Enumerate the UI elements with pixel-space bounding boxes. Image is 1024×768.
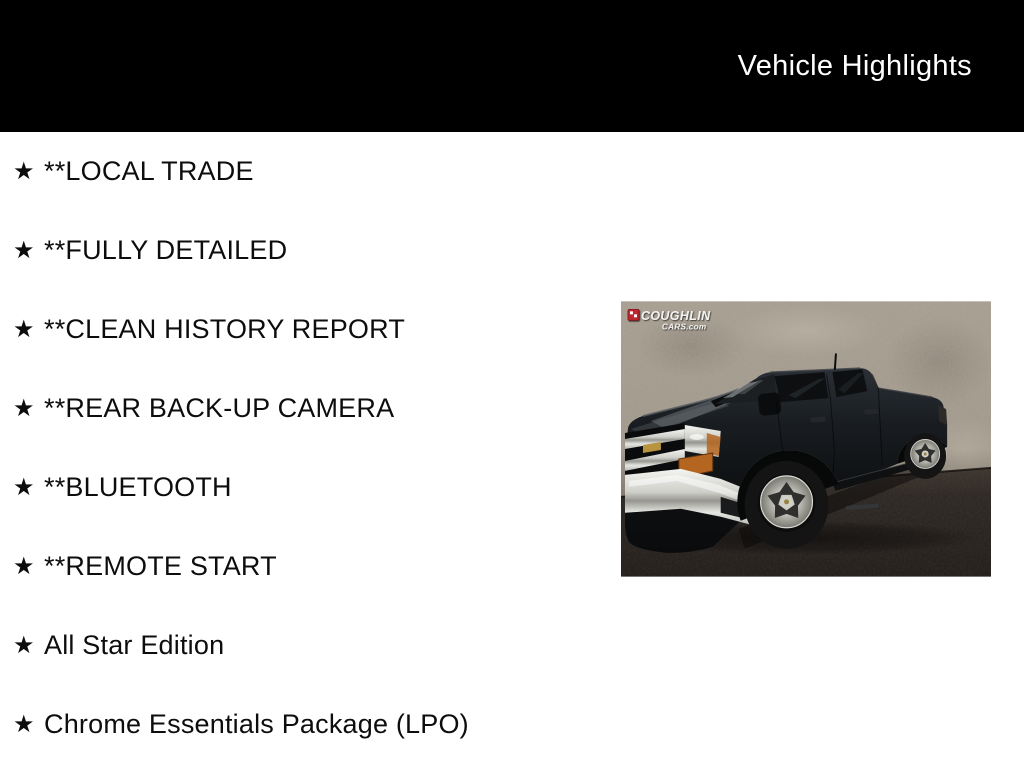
rear-wheel [904, 433, 946, 479]
list-item-label: All Star Edition [44, 630, 225, 660]
highlights-list [0, 132, 620, 764]
list-item [0, 606, 620, 685]
star-icon: ★ [13, 710, 35, 738]
star-icon: ★ [13, 315, 35, 343]
star-icon: ★ [13, 631, 35, 659]
list-item-label: **CLEAN HISTORY REPORT [44, 314, 406, 344]
list-item-label: **REAR BACK-UP CAMERA [44, 393, 395, 423]
list-item [0, 527, 620, 606]
dealer-logo-icon [628, 309, 639, 320]
star-icon: ★ [13, 473, 35, 501]
door-handle [864, 409, 878, 415]
watermark-brand: COUGHLIN [640, 308, 711, 323]
list-item [0, 448, 620, 527]
watermark-domain: CARS.com [661, 322, 707, 332]
star-icon: ★ [13, 394, 35, 422]
list-item [0, 369, 620, 448]
list-item [0, 290, 620, 369]
star-icon: ★ [13, 552, 35, 580]
list-item [0, 211, 620, 290]
header-bar [0, 0, 1024, 132]
vehicle-photo [621, 301, 991, 577]
door-handle [810, 417, 825, 423]
list-item-label: **LOCAL TRADE [44, 156, 254, 186]
star-icon: ★ [13, 236, 35, 264]
star-icon: ★ [13, 157, 35, 185]
list-item-label: Chrome Essentials Package (LPO) [44, 709, 469, 739]
list-item [0, 132, 620, 211]
list-item-label: **FULLY DETAILED [44, 235, 288, 265]
list-item-label: **BLUETOOTH [44, 472, 232, 502]
truck-illustration [621, 301, 991, 577]
page-title: Vehicle Highlights [737, 49, 972, 82]
list-item-label: **REMOTE START [44, 551, 277, 581]
list-item [0, 685, 620, 764]
